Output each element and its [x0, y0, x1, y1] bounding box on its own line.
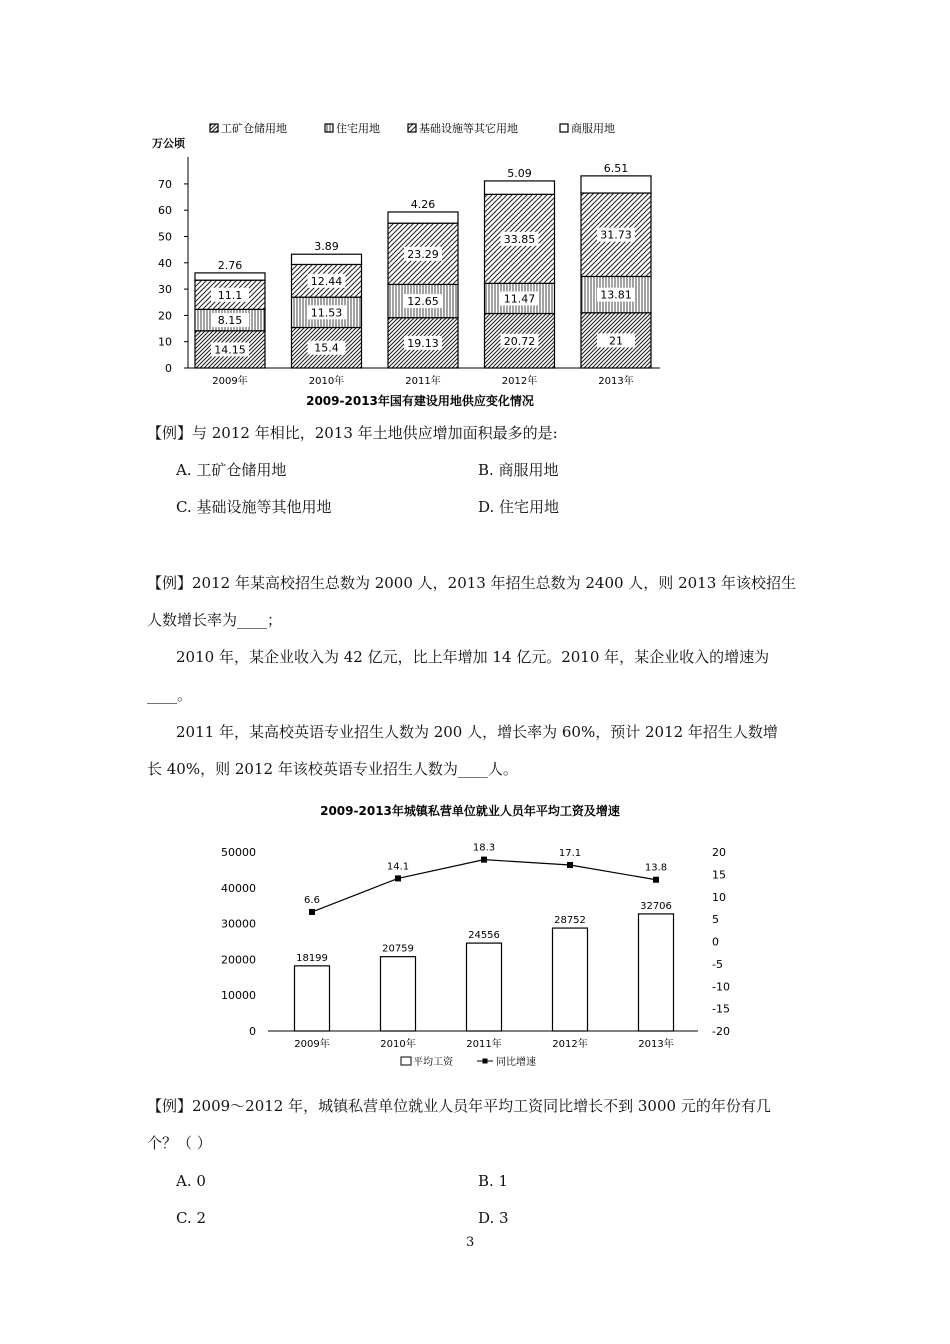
legend-marker: [483, 1059, 488, 1064]
page-number: 3: [466, 1235, 475, 1250]
q3-option-d: D. 3: [478, 1209, 509, 1227]
q1-option-b: B. 商服用地: [478, 461, 559, 479]
data-label: 18199: [296, 952, 328, 964]
data-label: 14.15: [214, 343, 246, 357]
data-label: 13.8: [644, 862, 668, 874]
data-label: 11.1: [217, 288, 243, 302]
q2-line-4: ____。: [147, 686, 193, 704]
legend-label: 工矿仓储用地: [221, 122, 287, 135]
bar-segment: [195, 273, 265, 280]
bar-segment: [292, 254, 362, 264]
chart-legend: [210, 121, 615, 135]
y-axis-label: 万公顷: [152, 137, 185, 150]
x-tick-label: 2009年: [294, 1039, 330, 1050]
y2-tick-label: -15: [712, 1002, 730, 1016]
line-point: [481, 857, 487, 863]
data-label: 8.15: [217, 314, 243, 328]
x-tick-label: 2012年: [552, 1039, 588, 1050]
q3-line-2: 个？（ ）: [147, 1134, 212, 1152]
data-label: 13.81: [600, 288, 632, 302]
series-line: [312, 860, 656, 912]
y-tick-label: 0: [249, 1025, 256, 1038]
bar-segment: [388, 212, 458, 223]
data-label: 20759: [382, 943, 414, 955]
x-tick-label: 2013年: [598, 376, 634, 387]
y-tick-label: 20000: [221, 953, 256, 967]
data-label: 6.51: [603, 161, 629, 175]
q2-line-2: 人数增长率为____；: [147, 611, 283, 629]
y-tick-label: 50: [158, 230, 172, 244]
data-label: 17.1: [558, 847, 582, 859]
line-point: [309, 909, 315, 915]
y-tick-label: 40000: [221, 881, 256, 895]
q2-line-3: 2010 年，某企业收入为 42 亿元，比上年增加 14 亿元。2010 年，某企业收入的增速为: [176, 648, 770, 666]
y-tick-label: 40: [158, 256, 172, 270]
data-label: 2.76: [217, 258, 243, 272]
data-label: 12.65: [407, 295, 439, 309]
data-label: 33.85: [503, 232, 536, 246]
y-tick-label: 10000: [221, 989, 256, 1003]
data-label: 21: [609, 334, 623, 348]
y2-tick-label: -5: [712, 957, 723, 971]
y-tick-label: 0: [165, 362, 172, 375]
q1-option-a: A. 工矿仓储用地: [176, 461, 287, 479]
data-label: 18.3: [472, 842, 496, 854]
bar: [295, 966, 330, 1031]
y2-tick-label: -20: [712, 1025, 730, 1038]
legend-label: 商服用地: [571, 122, 615, 135]
q1-option-d: D. 住宅用地: [478, 498, 560, 516]
data-label: 23.29: [407, 247, 439, 261]
chart-title: 2009-2013年国有建设用地供应变化情况: [306, 394, 534, 408]
line-point: [567, 862, 573, 868]
bar-segment: [485, 181, 555, 194]
legend-swatch: [325, 124, 333, 132]
x-tick-label: 2009年: [212, 376, 248, 387]
data-label: 6.6: [304, 894, 320, 906]
data-label: 14.1: [386, 861, 410, 873]
q2-line-5: 2011 年，某高校英语专业招生人数为 200 人，增长率为 60%，预计 2012 年招生人数增: [176, 723, 778, 741]
data-label: 28752: [554, 915, 586, 927]
x-tick-label: 2010年: [380, 1039, 416, 1050]
y-tick-label: 20: [158, 309, 172, 323]
legend-swatch: [560, 124, 568, 132]
wage-chart: [200, 795, 760, 1080]
x-tick-label: 2010年: [308, 376, 345, 387]
y2-tick-label: 10: [712, 890, 726, 904]
legend-label: 基础设施等其它用地: [419, 122, 518, 135]
data-label: 4.26: [410, 197, 436, 211]
data-label: 15.4: [314, 341, 339, 355]
x-tick-label: 2011年: [405, 376, 441, 387]
data-label: 31.73: [600, 228, 632, 242]
y-tick-label: 50000: [221, 846, 256, 859]
q1-option-c: C. 基础设施等其他用地: [176, 498, 332, 516]
x-tick-label: 2013年: [638, 1039, 674, 1050]
y2-tick-label: 15: [712, 868, 726, 882]
q2-line-1: 【例】2012 年某高校招生总数为 2000 人，2013 年招生总数为 2400 人，则 2013 年该校招生: [147, 574, 797, 592]
q3-option-a: A. 0: [176, 1172, 206, 1190]
x-tick-label: 2012年: [501, 376, 538, 387]
data-label: 3.89: [314, 240, 339, 254]
y-tick-label: 30: [158, 283, 172, 297]
bar: [639, 914, 674, 1031]
bar-segment: [581, 176, 651, 193]
data-label: 5.09: [507, 166, 532, 180]
data-label: 12.44: [310, 274, 343, 288]
y-tick-label: 60: [158, 204, 172, 218]
legend-swatch: [210, 124, 218, 132]
y-tick-label: 10: [158, 335, 172, 349]
legend-swatch: [401, 1057, 411, 1065]
line-point: [395, 875, 401, 881]
legend-swatch: [408, 124, 416, 132]
q3-option-c: C. 2: [176, 1209, 207, 1227]
data-label: 20.72: [503, 334, 536, 348]
y2-tick-label: -10: [712, 980, 730, 994]
bar: [553, 928, 588, 1031]
q1-stem: 【例】与 2012 年相比，2013 年土地供应增加面积最多的是:: [147, 424, 558, 442]
chart-legend: [401, 1055, 536, 1068]
bar: [467, 943, 502, 1031]
legend-label: 同比增速: [496, 1057, 536, 1068]
line-point: [653, 877, 659, 883]
land-supply-chart: [140, 112, 660, 412]
data-label: 24556: [468, 930, 500, 942]
y2-tick-label: 5: [712, 913, 719, 927]
bar: [381, 957, 416, 1031]
q3-line-1: 【例】2009～2012 年，城镇私营单位就业人员年平均工资同比增长不到 3000 元的年份有几: [147, 1097, 771, 1115]
x-tick-label: 2011年: [466, 1039, 502, 1050]
y-tick-label: 70: [158, 177, 172, 191]
data-label: 32706: [640, 900, 672, 912]
y2-tick-label: 0: [712, 935, 719, 949]
y2-tick-label: 20: [712, 846, 726, 859]
data-label: 11.53: [310, 306, 343, 320]
y-tick-label: 30000: [221, 917, 256, 931]
legend-label: 平均工资: [413, 1057, 453, 1068]
chart-title: 2009-2013年城镇私营单位就业人员年平均工资及增速: [320, 804, 620, 818]
q2-line-6: 长 40%，则 2012 年该校英语专业招生人数为____人。: [147, 760, 518, 778]
q3-option-b: B. 1: [478, 1172, 509, 1190]
data-label: 19.13: [407, 336, 439, 350]
legend-label: 住宅用地: [336, 122, 380, 135]
data-label: 11.47: [503, 292, 536, 306]
